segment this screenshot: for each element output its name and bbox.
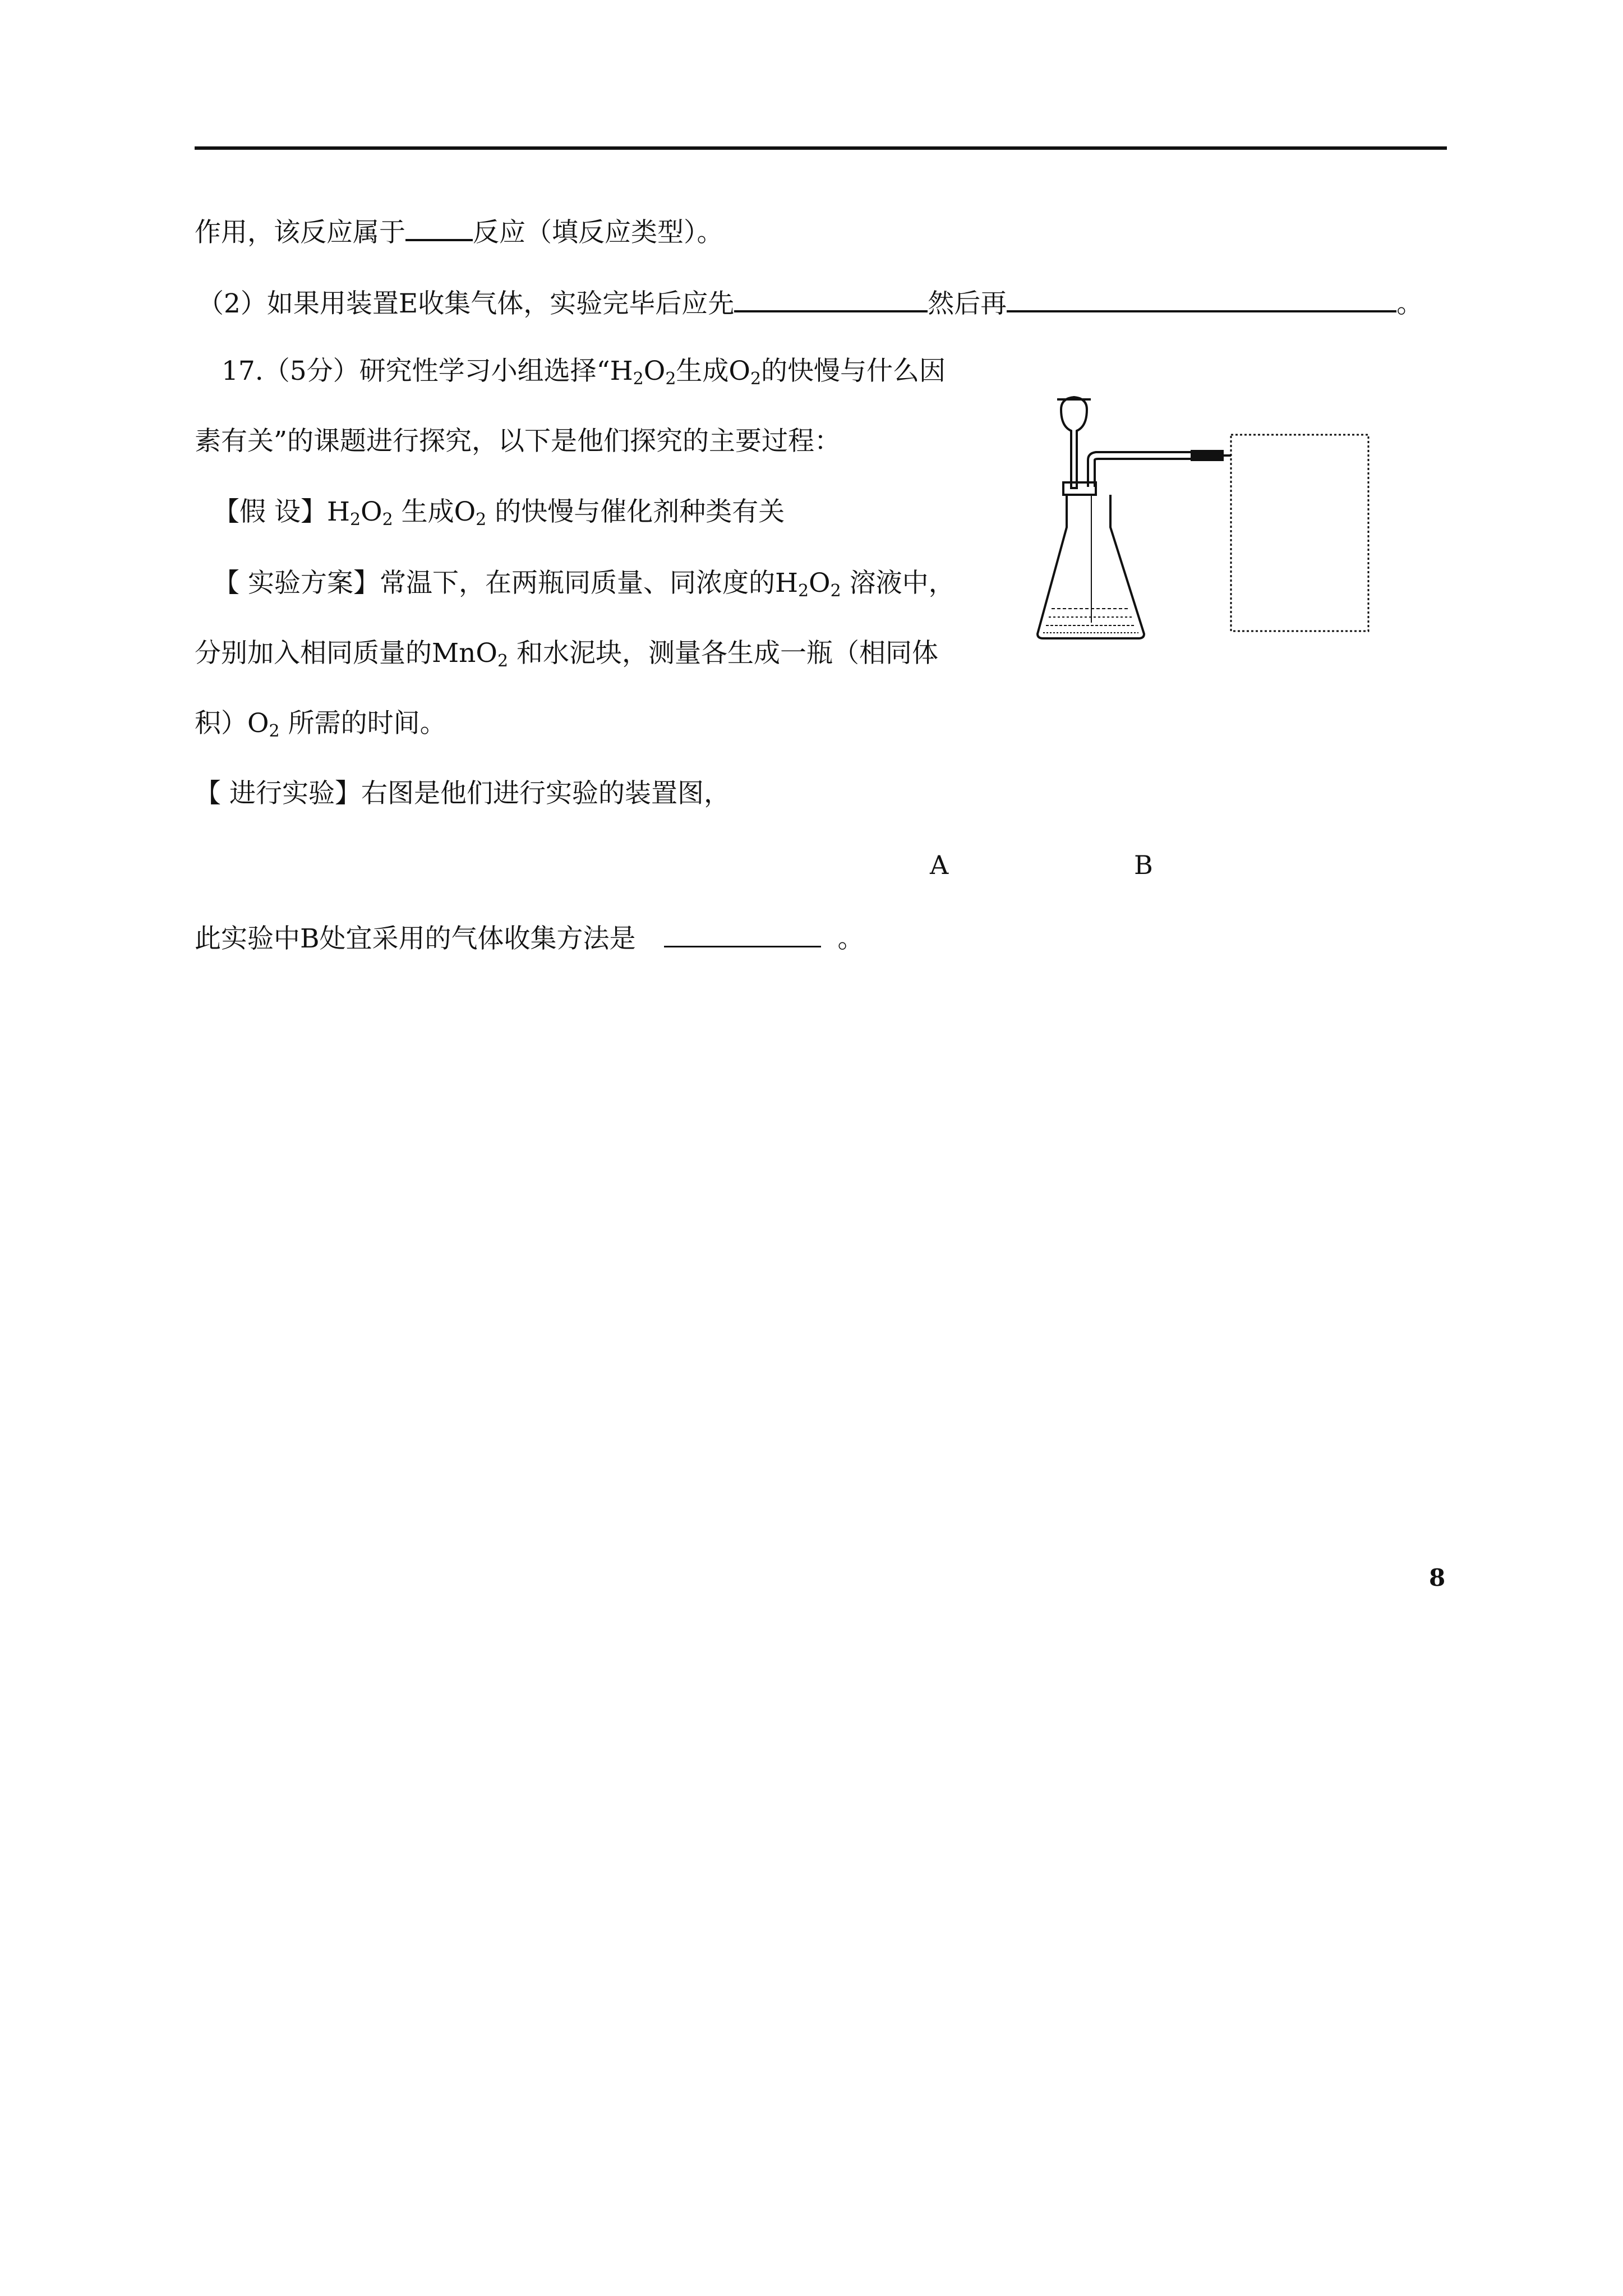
subscript: 2 [497,651,509,671]
plan-line-1 [213,567,955,600]
text-span: 的快慢与催化剂种类有关 [486,496,785,527]
subscript: 2 [382,510,393,530]
answer-blank[interactable] [405,212,473,241]
subscript: 2 [476,510,487,530]
subscript: 2 [633,369,644,389]
text-span: 17.（5分）研究性学习小组选择“H [222,356,633,386]
text-line-question-2 [197,283,1423,321]
page-number: 8 [1429,1564,1446,1591]
collection-box-b [1231,435,1368,631]
subscript: 2 [797,581,809,601]
text-span: 【 进行实验】右图是他们进行实验的装置图， [195,778,730,809]
text-span: 所需的时间。 [279,708,446,739]
text-span: 。 [1396,288,1423,319]
figure-label-b: B [1134,850,1153,880]
text-span: 分别加入相同质量的MnO [195,638,497,669]
experiment-apparatus-diagram [1026,387,1396,656]
text-span: （2）如果用装置E收集气体，实验完毕后应先 [197,288,735,319]
subscript: 2 [269,721,280,741]
subscript: 2 [349,510,361,530]
question-17-line-2 [195,425,841,458]
header-rule [195,146,1447,150]
text-span: O [643,356,666,386]
text-span: 的快慢与什么因 [761,356,946,386]
text-span: O [361,496,382,527]
plan-line-3 [195,707,446,740]
separatory-funnel [1057,397,1091,488]
text-span: O [809,568,831,599]
subscript: 2 [750,369,762,389]
text-span: 生成O [676,356,750,386]
plan-line-2 [195,637,938,670]
question-17-title [222,355,946,388]
text-span: 。 [837,923,864,954]
figure-label-a: A [930,850,949,880]
text-span: 作用，该反应属于 [195,217,405,248]
text-span: 生成O [393,496,476,527]
collection-method-line [195,919,864,956]
text-span: 积）O [195,708,269,739]
text-span: 【 实验方案】常温下，在两瓶同质量、同浓度的H [213,568,798,599]
subscript: 2 [665,369,676,389]
delivery-tube [1088,451,1231,487]
hypothesis-line [213,495,785,529]
text-span: 素有关”的课题进行探究，以下是他们探究的主要过程： [195,426,841,457]
subscript: 2 [830,581,841,601]
text-span: 反应（填反应类型）。 [473,217,723,248]
answer-blank[interactable] [1007,283,1396,312]
text-span: 和水泥块，测量各生成一瓶（相同体 [508,638,938,669]
text-span: 【假 设】H [213,496,350,527]
answer-blank[interactable] [734,283,928,312]
text-span: 然后再 [928,288,1007,319]
text-line-reaction-type [195,212,723,250]
answer-blank[interactable] [664,919,821,947]
text-span: 此实验中B处宜采用的气体收集方法是 [195,923,636,954]
experiment-line [195,777,730,811]
text-span: 溶液中， [841,568,955,599]
